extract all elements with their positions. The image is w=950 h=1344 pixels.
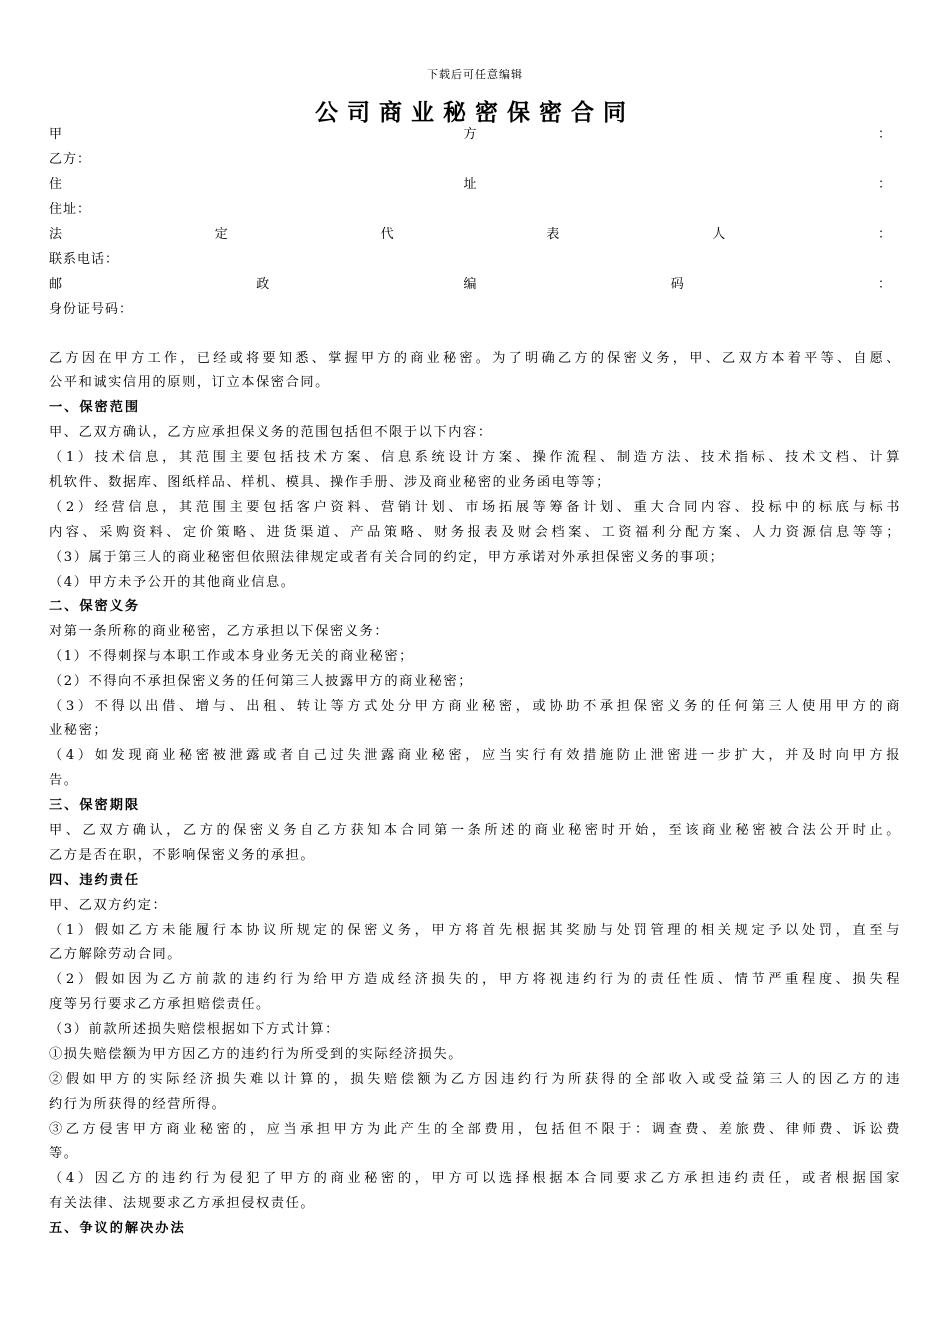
id-number-field: 身份证号码：: [49, 302, 134, 317]
party-a-colon: ：: [877, 127, 891, 142]
postal-label-4: 码: [670, 277, 684, 292]
postal-label-3: 编: [463, 277, 477, 292]
paragraph-line: （1）技术信息，其范围主要包括技术方案、信息系统设计方案、操作流程、制造方法、技术指标、技术文档、计算: [49, 450, 901, 465]
legal-rep-label-2: 定: [214, 227, 228, 242]
postal-colon: ：: [877, 277, 891, 292]
party-a-label-1: 甲: [49, 127, 63, 142]
paragraph-line: （4）甲方未予公开的其他商业信息。: [49, 575, 296, 590]
intro-line: 公平和诚实信用的原则，订立本保密合同。: [49, 375, 330, 390]
intro-line: 乙方因在甲方工作，已经或将要知悉、掌握甲方的商业秘密。为了明确乙方的保密义务，甲、乙双方本着平等、自愿、: [49, 351, 901, 366]
section-heading-liability: 四、违约责任: [49, 873, 141, 888]
postal-code-field: [49, 274, 891, 296]
legal-rep-label-1: 法: [49, 227, 63, 242]
legal-representative-field: [49, 224, 891, 246]
paragraph-line: （3）前款所述损失赔偿根据如下方式计算：: [49, 1022, 340, 1037]
party-a-label-2: 方: [463, 127, 477, 142]
paragraph-line: （2）经营信息，其范围主要包括客户资料、营销计划、市场拓展等筹备计划、重大合同内容、投标中的标底与标书: [49, 500, 901, 515]
paragraph-line: （3）属于第三人的商业秘密但依照法律规定或者有关合同的约定，甲方承诺对外承担保密义务的事项；: [49, 550, 725, 565]
legal-rep-label-3: 代: [380, 227, 394, 242]
paragraph-line: 告。: [49, 773, 79, 788]
document-title: 公司商业秘密保密合同: [315, 99, 635, 126]
address-a-field: [49, 174, 891, 196]
paragraph-line: 乙方解除劳动合同。: [49, 947, 183, 962]
party-a-field: [49, 124, 891, 146]
paragraph-line: 等。: [49, 1146, 79, 1161]
paragraph-line: （1）假如乙方未能履行本协议所规定的保密义务，甲方将首先根据其奖励与处罚管理的相关规定予以处罚，直至与: [49, 923, 901, 938]
paragraph-line: （3）不得以出借、增与、出租、转让等方式处分甲方商业秘密，或协助不承担保密义务的任何第三人使用甲方的商: [49, 699, 901, 714]
section-heading-disputes: 五、争议的解决办法: [49, 1221, 186, 1236]
paragraph-line: ②假如甲方的实际经济损失难以计算的，损失赔偿额为乙方因违约行为所获得的全部收入或受益第三人的因乙方的违: [49, 1072, 901, 1087]
section-heading-term: 三、保密期限: [49, 798, 141, 813]
paragraph-line: （4）如发现商业秘密被泄露或者自己过失泄露商业秘密，应当实行有效措施防止泄密进一步扩大，并及时向甲方报: [49, 748, 901, 763]
paragraph-line: （2）假如因为乙方前款的违约行为给甲方造成经济损失的，甲方将视违约行为的责任性质、情节严重程度、损失程: [49, 972, 901, 987]
section-heading-scope: 一、保密范围: [49, 400, 141, 415]
postal-label-1: 邮: [49, 277, 63, 292]
phone-field: 联系电话：: [49, 252, 120, 267]
paragraph-line: ③乙方侵害甲方商业秘密的，应当承担甲方为此产生的全部费用，包括但不限于：调查费、差旅费、律师费、诉讼费: [49, 1122, 901, 1137]
paragraph-line: 业秘密；: [49, 723, 109, 738]
paragraph-line: （2）不得向不承担保密义务的任何第三人披露甲方的商业秘密；: [49, 674, 474, 689]
postal-label-2: 政: [256, 277, 270, 292]
address-a-colon: ：: [877, 177, 891, 192]
paragraph-line: ①损失赔偿额为甲方因乙方的违约行为所受到的实际经济损失。: [49, 1047, 464, 1062]
section-heading-obligations: 二、保密义务: [49, 599, 141, 614]
paragraph-line: 机软件、数据库、图纸样品、样机、模具、操作手册、涉及商业秘密的业务函电等等；: [49, 475, 611, 490]
address-a-label-1: 住: [49, 177, 63, 192]
paragraph-line: （4）因乙方的违约行为侵犯了甲方的商业秘密的，甲方可以选择根据本合同要求乙方承担违约责任，或者根据国家: [49, 1171, 901, 1186]
paragraph-line: 有关法律、法规要求乙方承担侵权责任。: [49, 1196, 316, 1211]
paragraph-line: 乙方是否在职，不影响保密义务的承担。: [49, 848, 316, 863]
legal-rep-label-4: 表: [546, 227, 560, 242]
paragraph-line: 内容、采购资料、定价策略、进货渠道、产品策略、财务报表及财会档案、工资福利分配方案、人力资源信息等等；: [49, 525, 901, 540]
party-b-field: 乙方：: [49, 152, 92, 167]
paragraph-line: 甲、乙双方确认，乙方的保密义务自乙方获知本合同第一条所述的商业秘密时开始，至该商业秘密被合法公开时止。: [49, 823, 901, 838]
legal-rep-colon: ：: [877, 227, 891, 242]
address-a-label-2: 址: [463, 177, 477, 192]
paragraph-line: 度等另行要求乙方承担赔偿责任。: [49, 997, 271, 1012]
legal-rep-label-5: 人: [712, 227, 726, 242]
paragraph-line: 甲、乙双方确认，乙方应承担保义务的范围包括但不限于以下内容：: [49, 425, 493, 440]
paragraph-line: （1）不得刺探与本职工作或本身业务无关的商业秘密；: [49, 649, 414, 664]
paragraph-line: 甲、乙双方约定：: [49, 898, 168, 913]
paragraph-line: 对第一条所称的商业秘密，乙方承担以下保密义务：: [49, 624, 390, 639]
header-note: 下载后可任意编辑: [427, 68, 523, 81]
paragraph-line: 约行为所获得的经营所得。: [49, 1097, 227, 1112]
address-b-field: 住址：: [49, 202, 92, 217]
